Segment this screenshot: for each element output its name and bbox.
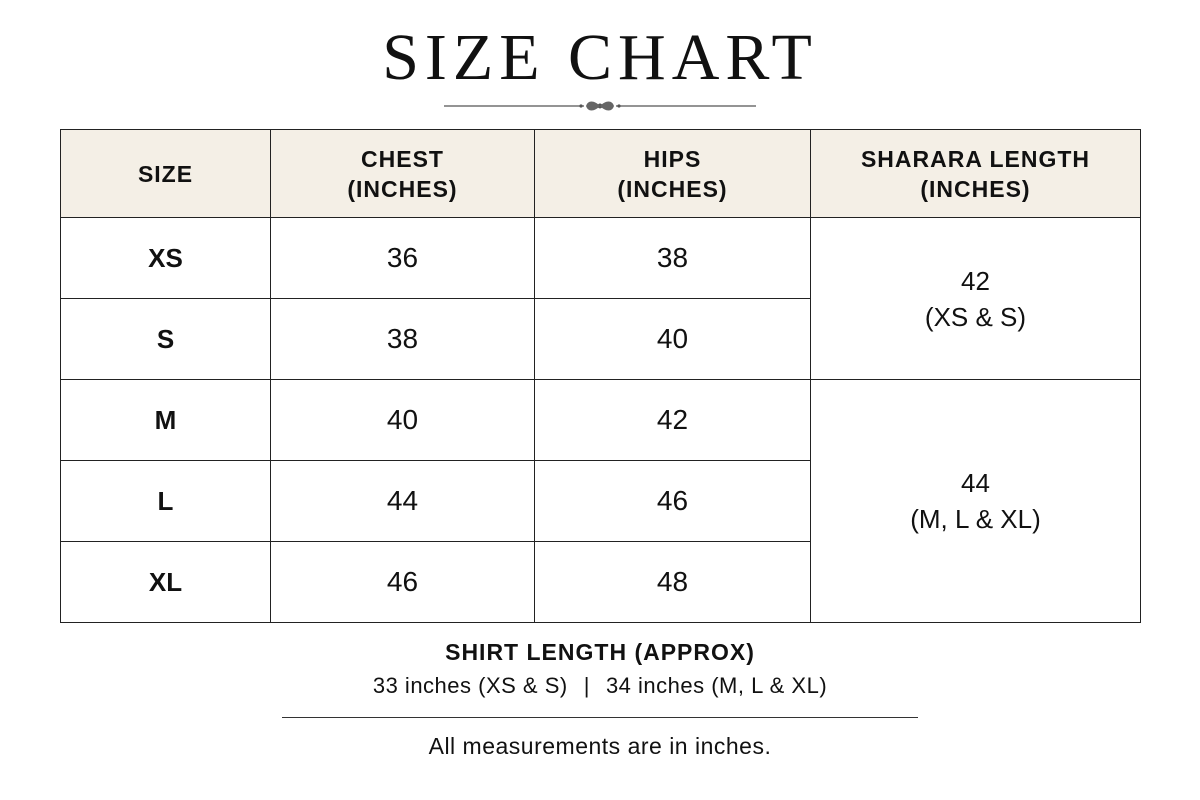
chest-cell: 40 bbox=[271, 380, 535, 461]
hips-cell: 38 bbox=[535, 218, 811, 299]
header-size bbox=[61, 130, 271, 218]
header-chest-label: CHEST bbox=[361, 145, 444, 172]
hips-cell: 40 bbox=[535, 299, 811, 380]
table-header-row bbox=[61, 130, 1141, 218]
sharara-cell bbox=[811, 380, 1141, 623]
shirt-length-large: 34 inches (M, L & XL) bbox=[605, 673, 828, 698]
size-chart-table bbox=[60, 129, 1141, 623]
size-cell: S bbox=[61, 299, 271, 380]
header-chest-unit: (INCHES) bbox=[347, 175, 458, 202]
sharara-cell bbox=[811, 218, 1141, 380]
size-cell: XS bbox=[61, 218, 271, 299]
sharara-value: 42 bbox=[961, 265, 990, 296]
sharara-value: 44 bbox=[961, 468, 990, 498]
page-title: SIZE CHART bbox=[382, 21, 818, 94]
sharara-note: (M, L & XL) bbox=[910, 504, 1041, 534]
footnote: All measurements are in inches. bbox=[428, 733, 772, 759]
hips-cell: 48 bbox=[535, 542, 811, 623]
shirt-length-separator: | bbox=[583, 673, 590, 698]
size-cell: M bbox=[61, 380, 271, 461]
header-hips bbox=[535, 130, 811, 218]
hips-cell: 46 bbox=[535, 461, 811, 542]
header-sharara-length bbox=[811, 130, 1141, 218]
header-size-label: SIZE bbox=[137, 160, 194, 187]
divider-line bbox=[282, 717, 918, 718]
floral-divider-icon bbox=[444, 96, 756, 116]
header-sharara-unit: (INCHES) bbox=[920, 175, 1031, 202]
table-row bbox=[61, 218, 1141, 299]
shirt-length-small: 33 inches (XS & S) bbox=[372, 673, 568, 698]
header-sharara-label: SHARARA LENGTH bbox=[860, 145, 1091, 172]
shirt-length-values bbox=[0, 673, 1200, 699]
header-hips-label: HIPS bbox=[643, 145, 702, 172]
chest-cell: 44 bbox=[271, 461, 535, 542]
chest-cell: 38 bbox=[271, 299, 535, 380]
chest-cell: 36 bbox=[271, 218, 535, 299]
size-cell: L bbox=[61, 461, 271, 542]
hips-cell: 42 bbox=[535, 380, 811, 461]
table-row bbox=[61, 380, 1141, 461]
header-hips-unit: (INCHES) bbox=[617, 175, 728, 202]
size-cell: XL bbox=[61, 542, 271, 623]
chest-cell: 46 bbox=[271, 542, 535, 623]
sharara-note: (XS & S) bbox=[924, 301, 1027, 332]
header-chest bbox=[271, 130, 535, 218]
shirt-length-heading: SHIRT LENGTH (APPROX) bbox=[445, 639, 755, 665]
